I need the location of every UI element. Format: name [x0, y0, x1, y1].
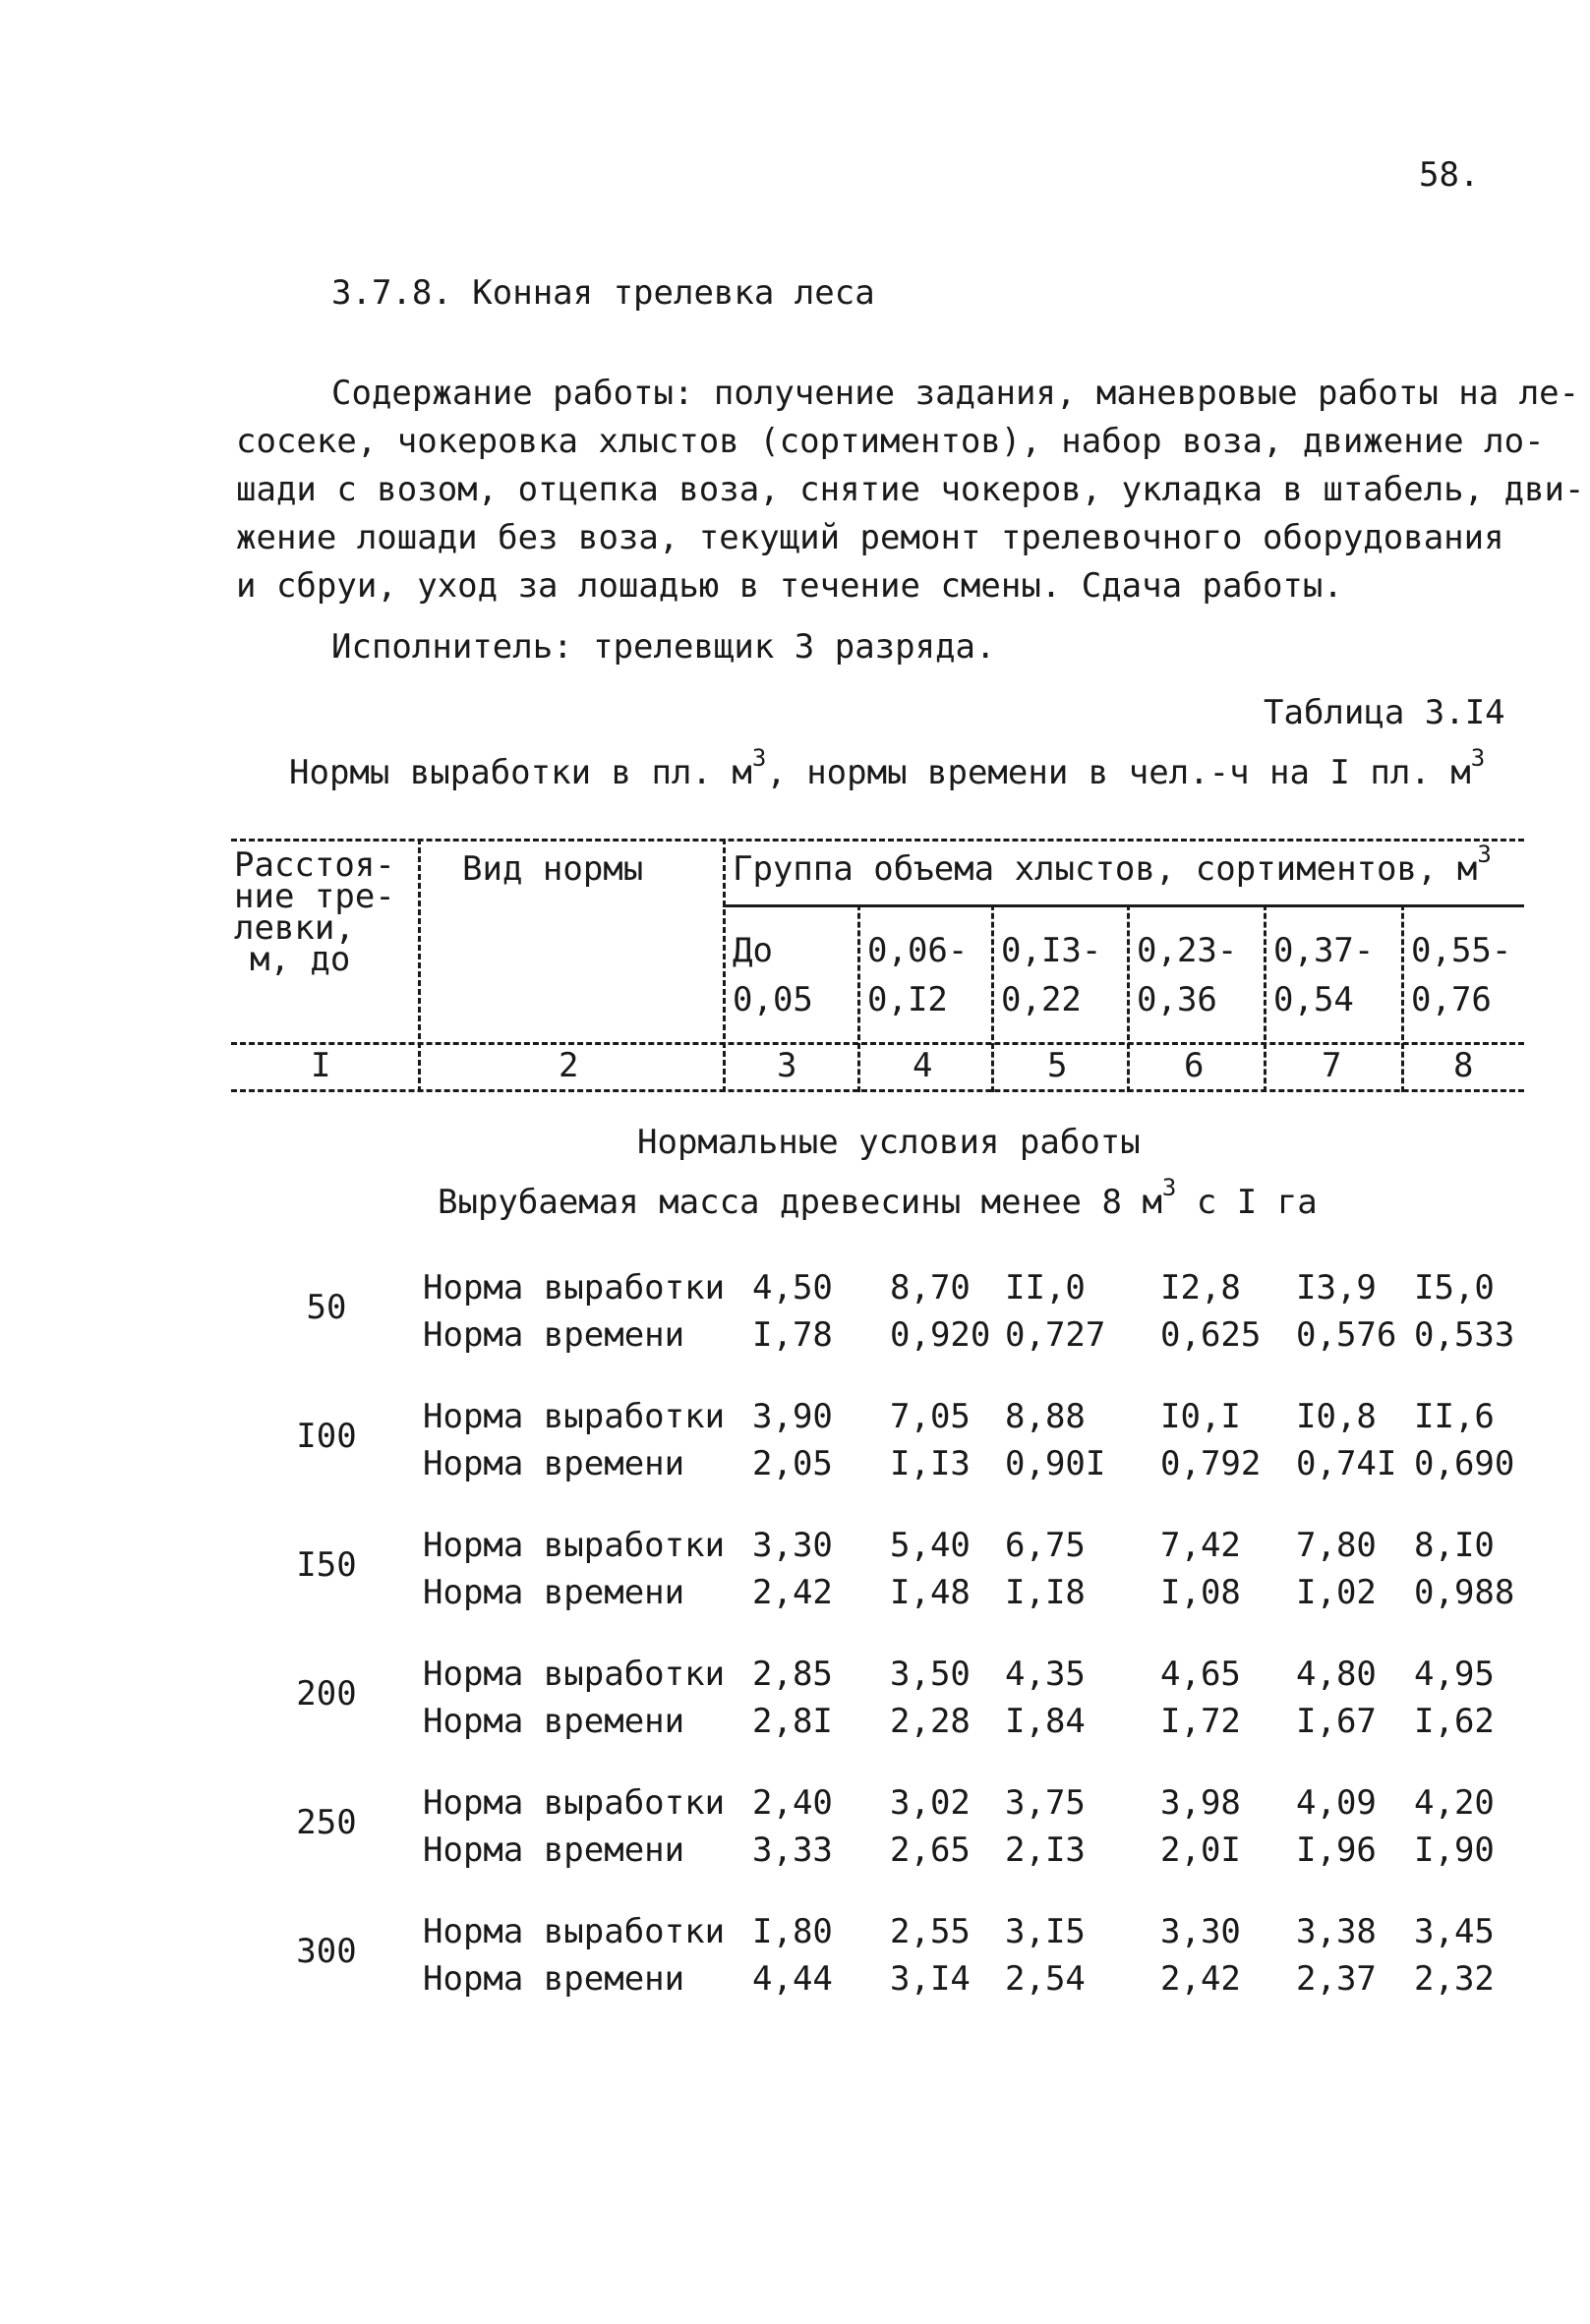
output-norm-value: I0,8	[1296, 1397, 1377, 1436]
output-norm-value: 4,50	[752, 1268, 833, 1307]
time-norm-value: 2,I3	[1005, 1830, 1086, 1870]
distance-cell: I50	[296, 1545, 357, 1585]
output-norm-value: 3,45	[1414, 1912, 1495, 1951]
time-norm-value: 0,576	[1296, 1315, 1397, 1355]
vline-4	[991, 904, 994, 1092]
time-norm-value: I,I8	[1005, 1573, 1086, 1612]
section-title: 3.7.8. Конная трелевка леса	[331, 273, 875, 313]
distance-header-line: ние тре-	[234, 877, 395, 916]
distance-cell: 200	[296, 1674, 357, 1714]
performer: Исполнитель: трелевщик 3 разряда.	[331, 627, 996, 667]
output-norm-value: 3,98	[1160, 1783, 1241, 1823]
time-norm-value: I,62	[1414, 1702, 1495, 1741]
output-norm-value: 4,20	[1414, 1783, 1495, 1823]
time-norm-label: Норма времени	[423, 1573, 685, 1612]
header-top-rule	[231, 839, 1524, 842]
time-norm-value: 0,988	[1414, 1573, 1515, 1612]
caption-sup1: 3	[751, 744, 767, 772]
time-norm-value: 0,90I	[1005, 1444, 1106, 1483]
time-norm-value: I,08	[1160, 1573, 1241, 1612]
table-caption	[289, 744, 1486, 792]
time-norm-value: 0,74I	[1296, 1444, 1397, 1483]
output-norm-value: 6,75	[1005, 1526, 1086, 1565]
output-norm-value: 7,42	[1160, 1526, 1241, 1565]
col-number-6: 6	[1184, 1046, 1205, 1085]
output-norm-value: 3,02	[890, 1783, 971, 1823]
norm-type-header: Вид нормы	[462, 849, 644, 889]
header-mid-rule	[231, 1042, 1524, 1045]
time-norm-value: 0,727	[1005, 1315, 1106, 1355]
col-number-5: 5	[1047, 1046, 1068, 1085]
time-norm-value: 0,920	[890, 1315, 991, 1355]
output-norm-value: 3,90	[752, 1397, 833, 1436]
output-norm-value: 3,75	[1005, 1783, 1086, 1823]
time-norm-value: 3,I4	[890, 1959, 971, 1999]
output-norm-value: 3,30	[752, 1526, 833, 1565]
time-norm-value: 0,625	[1160, 1315, 1262, 1355]
output-norm-value: II,6	[1414, 1397, 1495, 1436]
output-norm-value: 2,55	[890, 1912, 971, 1951]
output-norm-value: 4,09	[1296, 1783, 1377, 1823]
caption-part2: , нормы времени в чел.-ч на I пл. м	[766, 753, 1471, 792]
output-norm-value: 5,40	[890, 1526, 971, 1565]
distance-header-line: Расстоя-	[234, 845, 395, 885]
group-range-6: 0,55- 0,76	[1411, 931, 1512, 1019]
output-norm-label: Норма выработки	[423, 1397, 726, 1436]
time-norm-value: I,90	[1414, 1830, 1495, 1870]
group-range-2: 0,06- 0,I2	[867, 931, 969, 1019]
time-norm-value: 2,28	[890, 1702, 971, 1741]
time-norm-value: 2,54	[1005, 1959, 1086, 1999]
output-norm-value: 7,80	[1296, 1526, 1377, 1565]
caption-sup2: 3	[1470, 744, 1486, 772]
time-norm-value: I,78	[752, 1315, 833, 1355]
col-number-8: 8	[1453, 1046, 1474, 1085]
output-norm-value: 7,05	[890, 1397, 971, 1436]
vline-1	[418, 839, 421, 1092]
time-norm-label: Норма времени	[423, 1702, 685, 1741]
work-content-line: Содержание работы: получение задания, маневровые работы на ле-	[331, 374, 1580, 413]
output-norm-value: I5,0	[1414, 1268, 1495, 1307]
distance-cell: I00	[296, 1417, 357, 1456]
distance-cell: 50	[306, 1288, 347, 1327]
time-norm-value: I,96	[1296, 1830, 1377, 1870]
group-range-3: 0,I3- 0,22	[1001, 931, 1102, 1019]
output-norm-value: II,0	[1005, 1268, 1086, 1307]
time-norm-label: Норма времени	[423, 1315, 685, 1355]
vline-7	[1401, 904, 1404, 1092]
output-norm-value: I0,I	[1160, 1397, 1241, 1436]
time-norm-value: 2,0I	[1160, 1830, 1241, 1870]
time-norm-value: 4,44	[752, 1959, 833, 1999]
time-norm-value: I,I3	[890, 1444, 971, 1483]
output-norm-label: Норма выработки	[423, 1526, 726, 1565]
output-norm-label: Норма выработки	[423, 1268, 726, 1307]
conditions-title: Нормальные условия работы	[637, 1123, 1141, 1162]
table-number: Таблица 3.I4	[1264, 693, 1505, 732]
output-norm-value: 3,50	[890, 1655, 971, 1694]
time-norm-value: 0,792	[1160, 1444, 1262, 1483]
time-norm-value: 3,33	[752, 1830, 833, 1870]
vline-2	[723, 839, 726, 1092]
output-norm-value: 2,85	[752, 1655, 833, 1694]
output-norm-value: 8,I0	[1414, 1526, 1495, 1565]
time-norm-value: 2,37	[1296, 1959, 1377, 1999]
time-norm-value: I,84	[1005, 1702, 1086, 1741]
time-norm-value: I,67	[1296, 1702, 1377, 1741]
col-number-1: I	[311, 1046, 331, 1085]
output-norm-label: Норма выработки	[423, 1655, 726, 1694]
vline-6	[1264, 904, 1266, 1092]
output-norm-value: 4,65	[1160, 1655, 1241, 1694]
time-norm-value: 2,8I	[752, 1702, 833, 1741]
output-norm-label: Норма выработки	[423, 1783, 726, 1823]
output-norm-value: I3,9	[1296, 1268, 1377, 1307]
group-range-4: 0,23- 0,36	[1137, 931, 1238, 1019]
work-content	[236, 370, 1585, 610]
conditions-subtitle: Вырубаемая масса древесины менее 8 $м^3$ с I га	[438, 1174, 1318, 1222]
vline-3	[857, 904, 860, 1092]
col-number-7: 7	[1322, 1046, 1342, 1085]
group-header: Группа объема хлыстов, сортиментов, $м^3$	[733, 841, 1492, 889]
output-norm-value: I,80	[752, 1912, 833, 1951]
time-norm-value: 2,05	[752, 1444, 833, 1483]
time-norm-value: 0,690	[1414, 1444, 1515, 1483]
col-number-2: 2	[559, 1046, 579, 1085]
distance-header	[234, 845, 395, 979]
output-norm-value: 8,70	[890, 1268, 971, 1307]
work-content-line: жение лошади без воза, текущий ремонт трелевочного оборудования	[236, 518, 1504, 557]
output-norm-value: 3,38	[1296, 1912, 1377, 1951]
time-norm-value: 2,42	[752, 1573, 833, 1612]
time-norm-value: I,72	[1160, 1702, 1241, 1741]
output-norm-value: 8,88	[1005, 1397, 1086, 1436]
time-norm-value: 0,533	[1414, 1315, 1515, 1355]
time-norm-value: I,02	[1296, 1573, 1377, 1612]
col-number-4: 4	[913, 1046, 933, 1085]
time-norm-label: Норма времени	[423, 1444, 685, 1483]
time-norm-value: 2,32	[1414, 1959, 1495, 1999]
output-norm-value: 3,30	[1160, 1912, 1241, 1951]
output-norm-value: 4,95	[1414, 1655, 1495, 1694]
page-number: 58.	[1419, 155, 1480, 195]
output-norm-value: I2,8	[1160, 1268, 1241, 1307]
time-norm-label: Норма времени	[423, 1959, 685, 1999]
work-content-line: и сбруи, уход за лошадью в течение смены. Сдача работы.	[236, 566, 1343, 606]
work-content-line: сосеке, чокеровка хлыстов (сортиментов), набор воза, движение ло-	[236, 422, 1545, 461]
header-bottom-rule	[231, 1089, 1524, 1092]
output-norm-value: 4,35	[1005, 1655, 1086, 1694]
group-range-1: До 0,05	[733, 931, 813, 1019]
distance-header-line: левки,	[234, 908, 355, 948]
group-range-5: 0,37- 0,54	[1273, 931, 1375, 1019]
output-norm-value: 2,40	[752, 1783, 833, 1823]
time-norm-value: 2,65	[890, 1830, 971, 1870]
distance-header-line: м, до	[250, 940, 351, 979]
output-norm-label: Норма выработки	[423, 1912, 726, 1951]
distance-cell: 250	[296, 1803, 357, 1842]
distance-cell: 300	[296, 1932, 357, 1971]
work-content-line: шади с возом, отцепка воза, снятие чокеров, укладка в штабель, дви-	[236, 470, 1585, 509]
output-norm-value: 4,80	[1296, 1655, 1377, 1694]
time-norm-label: Норма времени	[423, 1830, 685, 1870]
col-number-3: 3	[777, 1046, 797, 1085]
time-norm-value: I,48	[890, 1573, 971, 1612]
output-norm-value: 3,I5	[1005, 1912, 1086, 1951]
caption-part1: Нормы выработки в пл. м	[289, 753, 752, 792]
vline-5	[1127, 904, 1130, 1092]
time-norm-value: 2,42	[1160, 1959, 1241, 1999]
